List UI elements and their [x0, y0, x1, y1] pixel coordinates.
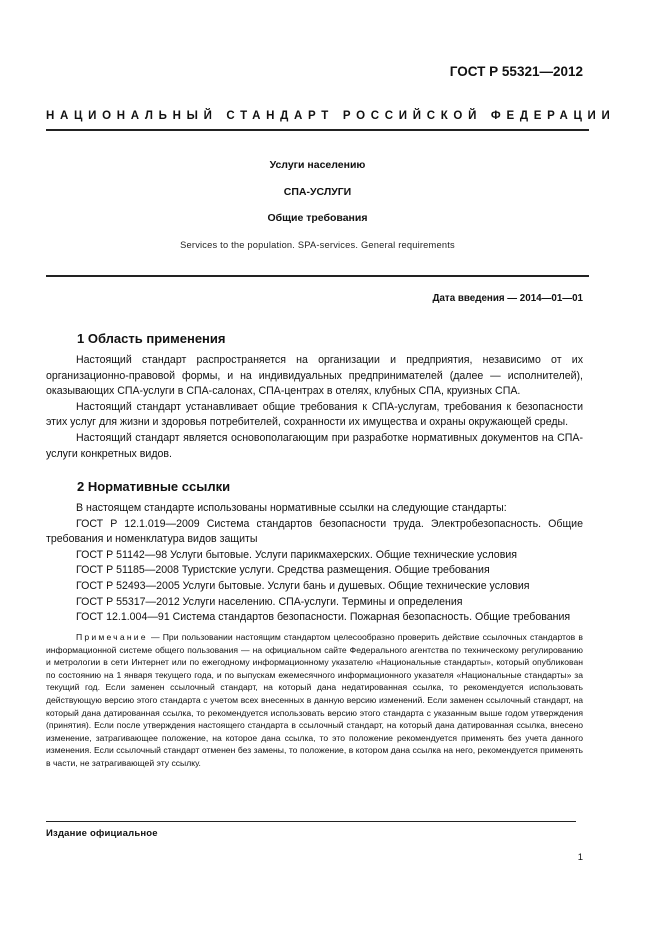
note-block [46, 631, 583, 770]
footer-divider [46, 821, 576, 822]
document-code: ГОСТ Р 55321—2012 [449, 64, 583, 79]
reference-item: ГОСТ Р 51185—2008 Туристские услуги. Средства размещения. Общие требования [76, 564, 490, 577]
english-title: Services to the population. SPA-services. General requirements [180, 240, 455, 250]
edition-label: Издание официальное [46, 828, 158, 839]
title-line-1: Услуги населению [269, 159, 366, 171]
page-number: 1 [577, 852, 583, 863]
reference-item: ГОСТ Р 52493—2005 Услуги бытовые. Услуги бань и душевых. Общие технические условия [76, 579, 530, 592]
top-divider [46, 129, 589, 131]
paragraph: Настоящий стандарт является основополагающим при разработке нормативных документов на СПА-услуги конкретных видов. [46, 431, 583, 460]
introduction-date: Дата введения — 2014—01—01 [432, 293, 583, 304]
note-label: Примечание [76, 632, 148, 642]
reference-item: ГОСТ Р 55317—2012 Услуги населению. СПА-услуги. Термины и определения [76, 595, 463, 608]
note-text: — При пользовании настоящим стандартом целесообразно проверить действие ссылочных стандартов в информационной системе общего пользования — на официальном сайте Федерального агентства по техническому регулированию и метрологии в сети Интернет или по ежегодному информационному указателю «Национальные стандарты», который опубликован по состоянию на 1 января текущего года, и по выпускам ежемесячного информационного указателя «Национальные стандарты» за текущий год. Если заменен ссылочный стандарт, на который дана недатированная ссылка, то рекомендуется использовать действующую версию этого стандарта с учетом всех внесенных в данную версию изменений. Если заменен ссылочный стандарт, на который дана датированная ссылка, то рекомендуется использовать версию этого стандарта с указанным выше годом утверждения (принятия). Если после утверждения настоящего стандарта в ссылочный стандарт, на который дана датированная ссылка, внесено изменение, затрагивающее положение, на которое дана ссылка, то это положение рекомендуется применять без учета данного изменения. Если ссылочный стандарт отменен без замены, то положение, в котором дана ссылка на него, рекомендуется применять в части, не затрагивающей эту ссылку. [46, 632, 583, 768]
section-2-body [46, 501, 583, 626]
note-paragraph [46, 631, 583, 770]
title-line-3: Общие требования [267, 212, 368, 224]
reference-item: ГОСТ Р 51142—98 Услуги бытовые. Услуги парикмахерских. Общие технические условия [76, 548, 517, 561]
paragraph: Настоящий стандарт устанавливает общие требования к СПА-услугам, требования к безопасности этих услуг для жизни и здоровья потребителей, сохранности их имущества и охраны окружающей среды. [46, 400, 583, 429]
paragraph: В настоящем стандарте использованы нормативные ссылки на следующие стандарты: [76, 502, 507, 514]
reference-item: ГОСТ 12.1.004—91 Система стандартов безопасности. Пожарная безопасность. Общие требования [76, 611, 571, 624]
title-divider [46, 275, 589, 277]
title-line-2: СПА-УСЛУГИ [283, 186, 352, 198]
reference-item: ГОСТ Р 12.1.019—2009 Система стандартов безопасности труда. Электробезопасность. Общие требования и номенклатура видов защиты [46, 517, 583, 546]
paragraph: Настоящий стандарт распространяется на организации и предприятия, независимо от их организационно-правовой формы, и на индивидуальных предпринимателей (далее — исполнителей), оказывающих СПА-услуги в СПА-салонах, СПА-центрах в отелях, клубных СПА, круизных СПА. [46, 354, 583, 398]
section-1-heading: 1 Область применения [77, 331, 226, 346]
national-standard-title: НАЦИОНАЛЬНЫЙ СТАНДАРТ РОССИЙСКОЙ ФЕДЕРАЦИИ [46, 110, 616, 122]
section-2-heading: 2 Нормативные ссылки [77, 479, 231, 494]
section-1-body [46, 353, 583, 462]
